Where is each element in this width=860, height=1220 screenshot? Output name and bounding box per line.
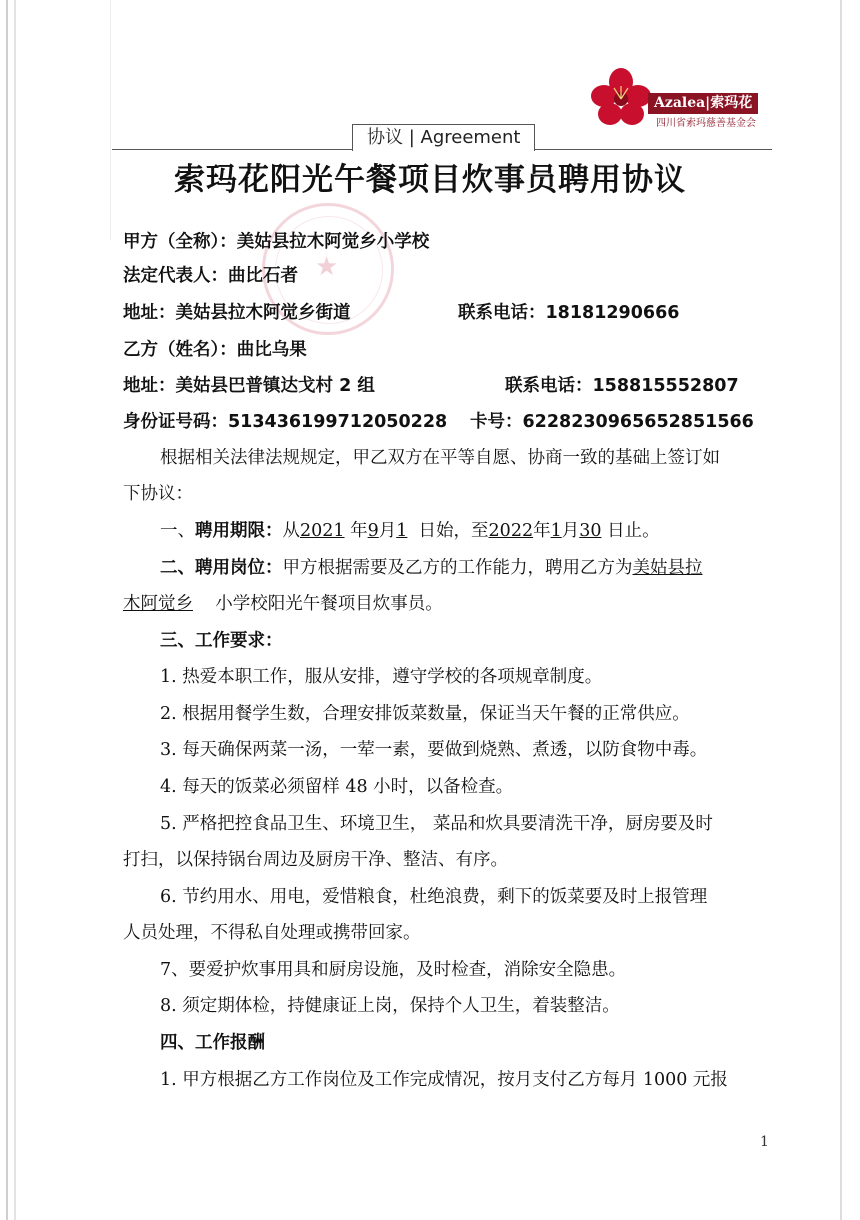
card-number-label: 卡号： — [470, 412, 523, 432]
post-line-1 — [160, 554, 703, 582]
term-year-unit: 年 — [350, 521, 368, 541]
id-number-label: 身份证号码： — [123, 412, 228, 432]
agreement-tag: 协议 | Agreement — [352, 124, 535, 151]
party-a-address-label: 地址： — [123, 303, 176, 323]
term-end: 日止。 — [607, 521, 660, 541]
scan-edge — [6, 0, 8, 1220]
term-label: 聘用期限： — [195, 521, 283, 541]
party-b-phone-label: 联系电话： — [505, 376, 593, 396]
intro-line-2: 下协议： — [123, 484, 193, 504]
party-b-phone: 158815552807 — [592, 376, 739, 396]
legal-rep-label: 法定代表人： — [123, 266, 228, 286]
foundation-logo — [588, 66, 784, 136]
requirement-item-continued: 打扫，以保持锅台周边及厨房干净、整洁、有序。 — [123, 850, 508, 870]
scan-edge — [14, 0, 16, 1220]
requirements-heading: 三、工作要求： — [160, 631, 283, 651]
requirement-item: 8. 须定期体检，持健康证上岗，保持个人卫生，着装整洁。 — [160, 996, 620, 1016]
post-place-2: 木阿觉乡 — [123, 594, 193, 614]
party-b-address-line — [123, 372, 375, 400]
pay-item: 1. 甲方根据乙方工作岗位及工作完成情况，按月支付乙方每月 1000 元报 — [160, 1070, 728, 1090]
card-number: 6228230965652851566 — [522, 412, 754, 432]
seal-star-icon: ★ — [315, 252, 339, 282]
term-end-year: 2022 — [488, 521, 534, 541]
term-year-unit: 年 — [533, 521, 551, 541]
term-end-month: 1 — [550, 521, 562, 541]
term-start-year: 2021 — [300, 521, 345, 541]
term-end-day: 30 — [579, 521, 602, 541]
requirement-item: 4. 每天的饭菜必须留样 48 小时，以备检查。 — [160, 777, 514, 797]
id-number-line — [123, 408, 447, 436]
post-line-2 — [123, 590, 443, 618]
requirement-item: 2. 根据用餐学生数，合理安排饭菜数量，保证当天午餐的正常供应。 — [160, 704, 690, 724]
document-title: 索玛花阳光午餐项目炊事员聘用协议 — [174, 162, 686, 198]
term-line — [160, 517, 660, 545]
party-b-address: 美姑县巴普镇达戈村 2 组 — [175, 376, 375, 396]
legal-rep-name: 曲比石者 — [228, 266, 298, 286]
logo-brand: Azalea|索玛花 — [648, 93, 758, 114]
legal-rep-line — [123, 262, 298, 290]
pay-heading: 四、工作报酬 — [160, 1033, 265, 1053]
id-number: 513436199712050228 — [228, 412, 448, 432]
term-start-month: 9 — [367, 521, 379, 541]
party-a-label: 甲方（全称）： — [123, 232, 237, 252]
party-a-address-line — [123, 299, 351, 327]
party-b-address-label: 地址： — [123, 376, 176, 396]
term-month-unit: 月 — [561, 521, 580, 541]
party-a-name: 美姑县拉木阿觉乡小学校 — [236, 232, 430, 252]
post-label: 二、聘用岗位： — [160, 558, 283, 578]
term-prefix: 一、 — [160, 521, 195, 541]
logo-subtitle: 四川省索玛慈善基金会 — [656, 118, 756, 129]
term-from: 从 — [282, 521, 300, 541]
post-place-1: 美姑县拉 — [632, 558, 703, 578]
party-b-line — [123, 336, 307, 364]
party-a-phone: 18181290666 — [545, 303, 680, 323]
requirement-item: 1. 热爱本职工作，服从安排，遵守学校的各项规章制度。 — [160, 667, 603, 687]
party-a-address: 美姑县拉木阿觉乡街道 — [175, 303, 351, 323]
term-month-unit: 月 — [378, 521, 397, 541]
post-text: 甲方根据需要及乙方的工作能力，聘用乙方为 — [282, 558, 633, 578]
requirement-item-continued: 人员处理，不得私自处理或携带回家。 — [123, 923, 421, 943]
term-start-day: 1 — [396, 521, 408, 541]
requirement-item: 7、要爱护炊事用具和厨房设施，及时检查，消除安全隐患。 — [160, 960, 627, 980]
scan-edge — [110, 0, 111, 240]
party-b-label: 乙方（姓名）： — [123, 340, 237, 360]
party-b-name: 曲比乌果 — [236, 340, 307, 360]
intro-line-1: 根据相关法律法规规定，甲乙双方在平等自愿、协商一致的基础上签订如 — [160, 448, 720, 468]
post-text-2: 小学校阳光午餐项目炊事员。 — [215, 594, 443, 614]
page-number: 1 — [760, 1134, 769, 1150]
scan-edge — [840, 0, 842, 1220]
party-a-line — [123, 228, 429, 256]
requirement-item: 3. 每天确保两菜一汤，一荤一素，要做到烧熟、煮透，以防食物中毒。 — [160, 740, 708, 760]
party-b-phone-line — [505, 372, 739, 400]
party-a-phone-line — [458, 299, 679, 327]
requirement-item: 6. 节约用水、用电，爱惜粮食，杜绝浪费，剩下的饭菜要及时上报管理 — [160, 887, 708, 907]
term-mid: 日始，至 — [418, 521, 489, 541]
card-number-line — [470, 408, 754, 436]
party-a-phone-label: 联系电话： — [458, 303, 546, 323]
requirement-item: 5. 严格把控食品卫生、环境卫生， 菜品和炊具要清洗干净，厨房要及时 — [160, 814, 713, 834]
